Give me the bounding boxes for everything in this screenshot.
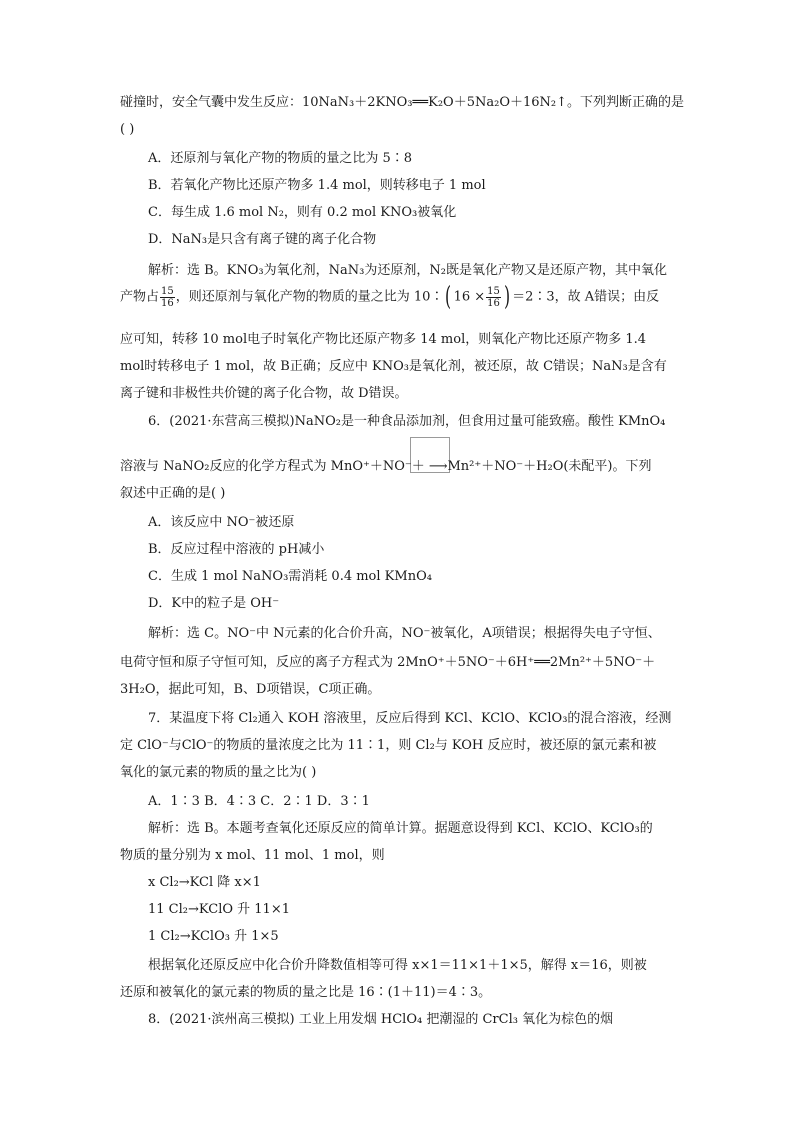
fraction-numerator: 15 [161, 285, 174, 297]
options-row: A．1∶3 B．4∶3 C．2∶1 D．3∶1 [148, 794, 370, 809]
option-a: A．还原剂与氧化产物的物质的量之比为 5∶8 [148, 151, 413, 166]
text-segment: ，则还原剂与氧化产物的物质的量之比为 10∶ [175, 289, 444, 305]
option-a: A．该反应中 NO⁻被还原 [148, 515, 295, 530]
question-6: 6．(2021·东营高三模拟)NaNO₂是一种食品添加剂，但食用过量可能致癌。酸性 KMnO₄ [148, 414, 666, 429]
option-b: B．若氧化产物比还原产物多 1.4 mol，则转移电子 1 mol [148, 178, 486, 193]
text-segment: 16 × [453, 289, 486, 305]
text-line: ( ) [120, 122, 135, 137]
left-paren: ( [445, 282, 452, 312]
text-segment: ＝2∶3，故 A错误；由反 [512, 289, 660, 305]
equation-line: 1 Cl₂→KClO₃ 升 1×5 [148, 929, 279, 944]
fraction-line [120, 284, 659, 310]
text-line: 物质的量分别为 x mol、11 mol、1 mol，则 [120, 848, 385, 863]
question-7: 7．某温度下将 Cl₂通入 KOH 溶液里，反应后得到 KCl、KClO、KClO₃的混合溶液，经测 [148, 711, 672, 726]
option-d: D．K中的粒子是 OH⁻ [148, 596, 280, 611]
analysis-line: 解析：选 C。NO⁻中 N元素的化合价升高，NO⁻被氧化，A项错误；根据得失电子守恒、 [148, 626, 661, 641]
text-line: 根据氧化还原反应中化合价升降数值相等可得 x×1＝11×1＋1×5，解得 x＝16，则被 [148, 958, 647, 973]
text-line: 定 ClO⁻与ClO⁻的物质的量浓度之比为 11∶1，则 Cl₂与 KOH 反应时，被还原的氯元素和被 [120, 738, 657, 753]
option-d: D．NaN₃是只含有离子键的离子化合物 [148, 232, 377, 247]
fraction [486, 286, 501, 309]
fraction [160, 286, 175, 309]
analysis-line: 解析：选 B。KNO₃为氧化剂，NaN₃为还原剂，N₂既是氧化产物又是还原产物，其中氧化 [148, 263, 667, 278]
text-line: 应可知，转移 10 mol电子时氧化产物比还原产物多 14 mol，则氧化产物比还原产物多 1.4 [120, 332, 647, 347]
text-line: 3H₂O，据此可知，B、D项错误，C项正确。 [120, 682, 381, 697]
option-b: B．反应过程中溶液的 pH减小 [148, 542, 325, 557]
text-line: 还原和被氧化的氯元素的物质的量之比是 16∶(1＋11)＝4∶3。 [120, 985, 492, 1000]
fraction-denominator: 16 [487, 297, 500, 309]
equation-line: x Cl₂→KCl 降 x×1 [148, 875, 261, 890]
option-c: C．每生成 1.6 mol N₂，则有 0.2 mol KNO₃被氧化 [148, 205, 457, 220]
text-line: 叙述中正确的是( ) [120, 486, 226, 501]
text-line: 离子键和非极性共价键的离子化合物，故 D错误。 [120, 386, 408, 401]
text-line: 碰撞时，安全气囊中发生反应：10NaN₃＋2KNO₃══K₂O＋5Na₂O＋16N₂↑。下列判断正确的是 [120, 95, 685, 110]
text-line: 氧化的氯元素的物质的量之比为( ) [120, 765, 317, 780]
option-c: C．生成 1 mol NaNO₃需消耗 0.4 mol KMnO₄ [148, 569, 432, 584]
question-8: 8．(2021·滨州高三模拟) 工业上用发烟 HClO₄ 把潮湿的 CrCl₃ 氧化为棕色的烟 [148, 1012, 614, 1027]
fraction-numerator: 15 [487, 285, 500, 297]
text-line: 溶液与 NaNO₂反应的化学方程式为 MnO⁺＋NO⁻＋ ⟶Mn²⁺＋NO⁻＋H₂O(未配平)。下列 [120, 459, 652, 474]
text-segment: 产物占 [120, 289, 160, 305]
fraction-denominator: 16 [161, 297, 174, 309]
analysis-line: 解析：选 B。本题考查氧化还原反应的简单计算。据题意设得到 KCl、KClO、KClO₃的 [148, 821, 653, 836]
right-paren: ) [503, 282, 511, 312]
equation-line: 11 Cl₂→KClO 升 11×1 [148, 902, 290, 917]
text-line: mol时转移电子 1 mol，故 B正确；反应中 KNO₃是氧化剂，被还原，故 C错误；NaN₃是含有 [120, 359, 667, 374]
text-line: 电荷守恒和原子守恒可知，反应的离子方程式为 2MnO⁺＋5NO⁻＋6H⁺══2Mn²⁺＋5NO⁻＋ [120, 655, 656, 670]
